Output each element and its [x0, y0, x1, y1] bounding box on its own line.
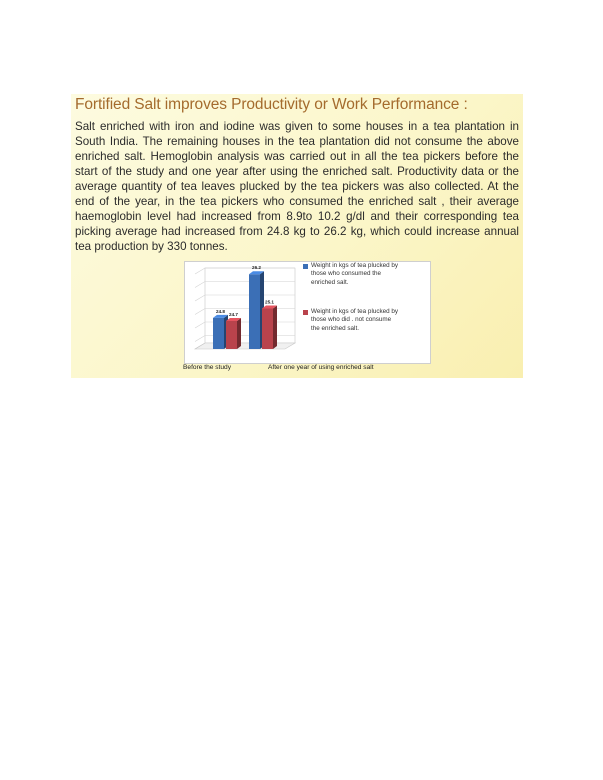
bar-value-label: 26.2 — [252, 265, 261, 271]
legend-swatch-enriched — [303, 264, 308, 269]
bar-value-label: 24.7 — [229, 311, 238, 317]
x-category-label-before: Before the study — [183, 364, 232, 371]
bar-side — [273, 306, 277, 350]
body-paragraph: Salt enriched with iron and iodine was given to some houses in a tea plantation in South India. The remaining houses in the tea plantation did not consume the above enriched salt. Hemoglobin analysis was carried out in all the tea pickers before the start of the study and one year after using the enriched salt. Productivity data or the average quantity of tea leaves plucked by the tea pickers was also collected. At the end of the year, in the tea pickers who consumed the enriched salt , their average haemoglobin level had increased from 8.9to 10.2 g/dl and their corresponding tea picking average had increased from 24.8 kg to 26.2 kg, which could increase annual tea production by 330 tonnes. — [75, 120, 519, 253]
bar-value-label: 24.8 — [216, 308, 225, 314]
bar-value-label: 25.1 — [265, 299, 274, 305]
legend-label-enriched: Weight in kgs of tea plucked by those who consumed the enriched salt. — [311, 262, 399, 286]
legend-swatch-not-enriched — [303, 310, 308, 315]
bar-chart — [184, 261, 431, 364]
x-category-label-after: After one year of using enriched salt — [268, 364, 374, 371]
chart-floor — [195, 343, 295, 349]
bar — [262, 309, 273, 350]
section-heading: Fortified Salt improves Productivity or Work Performance : — [75, 96, 468, 113]
bar — [249, 274, 260, 349]
bar-side — [237, 318, 241, 349]
fortified-salt-panel — [71, 94, 523, 378]
bar — [226, 321, 237, 349]
legend-label-not-enriched: Weight in kgs of tea plucked by those who did . not consume the enriched salt. — [311, 308, 399, 332]
bar — [213, 318, 224, 349]
